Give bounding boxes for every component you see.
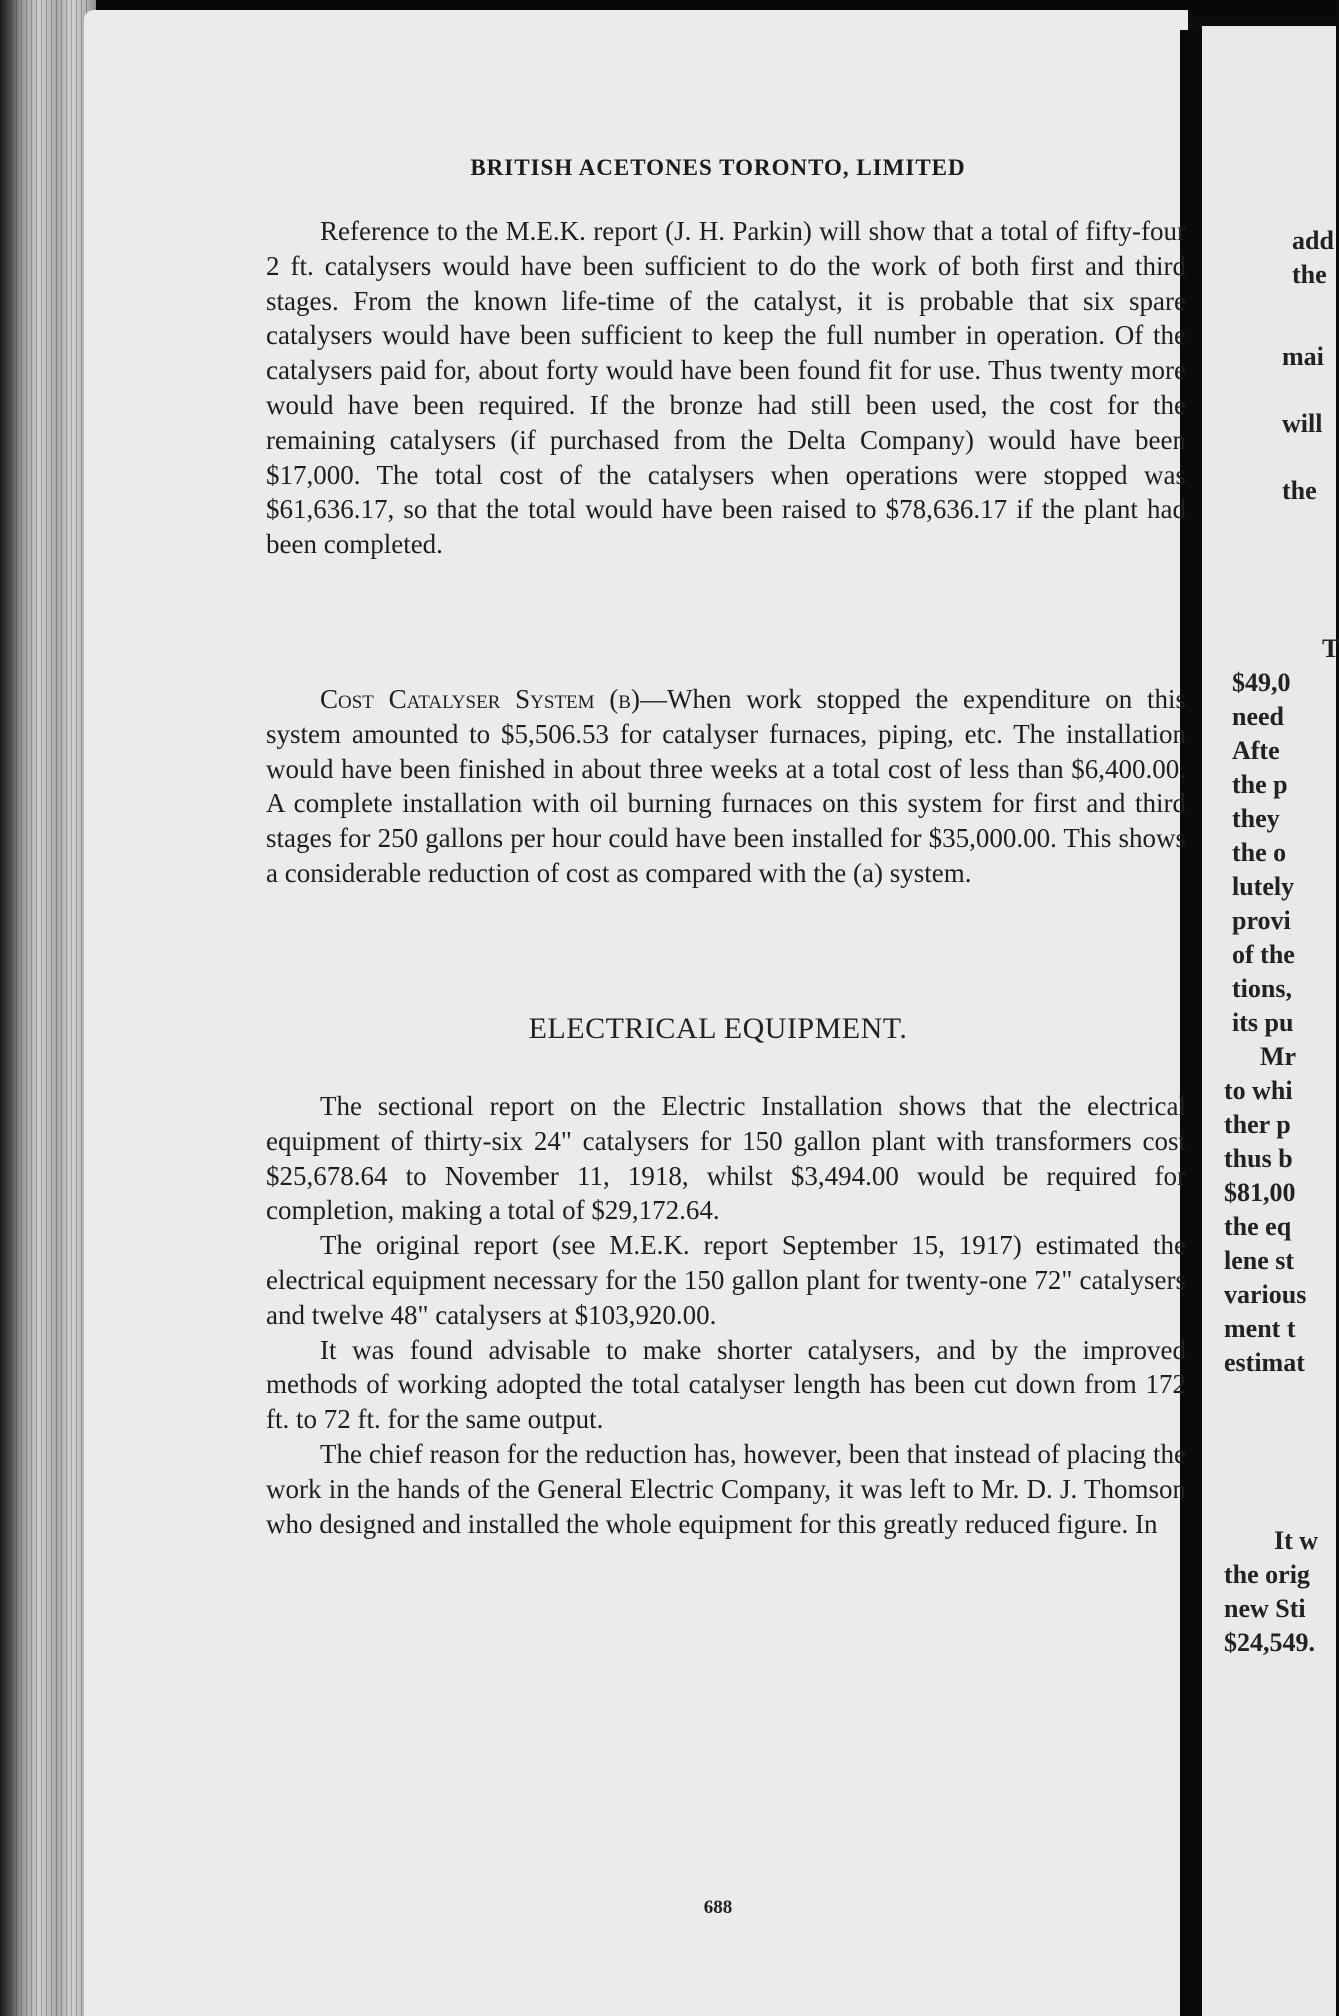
facing-line: ther p: [1224, 1110, 1291, 1139]
paragraph-cost-catalyser-system: [266, 682, 1186, 891]
paragraph-sectional-report: The sectional report on the Electric Installation shows that the electrical equipment of thirty-six 24" catalysers for 150 gallon plant with transformers cost $25,678.64 to November 11, 1918, whilst $3,494.00 would be required for completion, making a total of $29,172.64.: [266, 1091, 1186, 1226]
running-header: BRITISH ACETONES TORONTO, LIMITED: [470, 155, 966, 180]
paragraph-catalysers: Reference to the M.E.K. report (J. H. Parkin) will show that a total of fifty-four 2 ft. catalysers would have been sufficient to do the work of both first and third stages. From the known life-time of the catalyst, it is probable that six spare catalysers would have been sufficient to keep the full number in operation. Of the catalysers paid for, about forty would have been found fit for use. Thus twenty more would have been required. If the bronze had still been used, the cost for the remaining catalysers (if purchased from the Delta Company) would have been $17,000. The total cost of the catalysers when operations were stopped was $61,636.17, so that the total would have been raised to $78,636.17 if the plant had been completed.: [266, 216, 1186, 560]
book-spine-edge: [0, 0, 96, 2016]
facing-line: $49,0: [1232, 668, 1291, 697]
section-heading: ELECTRICAL EQUIPMENT.: [528, 1012, 908, 1045]
text-block-catalysers: [266, 214, 1186, 562]
paragraph-lead-in: Cost Catalyser System (b): [320, 684, 640, 714]
facing-line: lene st: [1224, 1246, 1295, 1275]
facing-line: provi: [1232, 906, 1291, 935]
facing-line: of the: [1232, 940, 1295, 969]
facing-line: It w: [1274, 1526, 1319, 1555]
facing-line: $24,549.: [1224, 1628, 1315, 1657]
facing-line: lutely: [1232, 872, 1295, 901]
text-block-electrical: [266, 1089, 1186, 1541]
facing-line: they: [1232, 804, 1280, 833]
facing-line: T: [1322, 634, 1339, 663]
facing-line: the eq: [1224, 1212, 1292, 1241]
facing-line: mai: [1282, 342, 1324, 371]
facing-line: estimat: [1224, 1348, 1305, 1377]
facing-line: the: [1282, 476, 1317, 505]
paragraph-original-report: The original report (see M.E.K. report September 15, 1917) estimated the electrical equipment necessary for the 150 gallon plant for twenty-one 72" catalysers and twelve 48" catalysers at $103,920.00.: [266, 1230, 1186, 1330]
paragraph-shorter-catalysers: It was found advisable to make shorter catalysers, and by the improved methods of working adopted the total catalyser length has been cut down from 172 ft. to 72 ft. for the same output.: [266, 1334, 1186, 1435]
page-number: 688: [703, 1897, 733, 1918]
page-edge-lines: [6, 0, 90, 2016]
facing-line: Mr: [1260, 1042, 1297, 1071]
facing-line: various: [1224, 1280, 1307, 1309]
facing-line: add: [1292, 226, 1334, 255]
facing-line: new Sti: [1224, 1594, 1306, 1623]
facing-line: to whi: [1224, 1076, 1293, 1105]
facing-line: need: [1232, 702, 1284, 731]
text-block-cost-system: [266, 682, 1186, 891]
facing-line: tions,: [1232, 974, 1292, 1003]
facing-line: $81,00: [1224, 1178, 1296, 1207]
facing-line: its pu: [1232, 1008, 1294, 1037]
facing-line: the: [1292, 260, 1327, 289]
facing-line: will: [1282, 409, 1323, 438]
facing-line: ment t: [1224, 1314, 1296, 1343]
facing-line: the orig: [1224, 1560, 1310, 1589]
paragraph-chief-reason: The chief reason for the reduction has, however, been that instead of placing the work in the hands of the General Electric Company, it was left to Mr. D. J. Thomson who designed and installed the whole equipment for this greatly reduced figure. In: [266, 1438, 1186, 1539]
facing-line: the o: [1232, 838, 1287, 867]
facing-line: Afte: [1232, 736, 1280, 765]
facing-line: the p: [1232, 770, 1288, 799]
paragraph-body: —When work stopped the expenditure on this system amounted to $5,506.53 for catalyser furnaces, piping, etc. The installation would have been finished in about three weeks at a total cost of less than $6,400.00. A complete installation with oil burning furnaces on this system for first and third stages for 250 gallons per hour could have been installed for $35,000.00. This shows a considerable reduction of cost as compared with the (a) system.: [266, 684, 1186, 888]
facing-line: thus b: [1224, 1144, 1293, 1173]
